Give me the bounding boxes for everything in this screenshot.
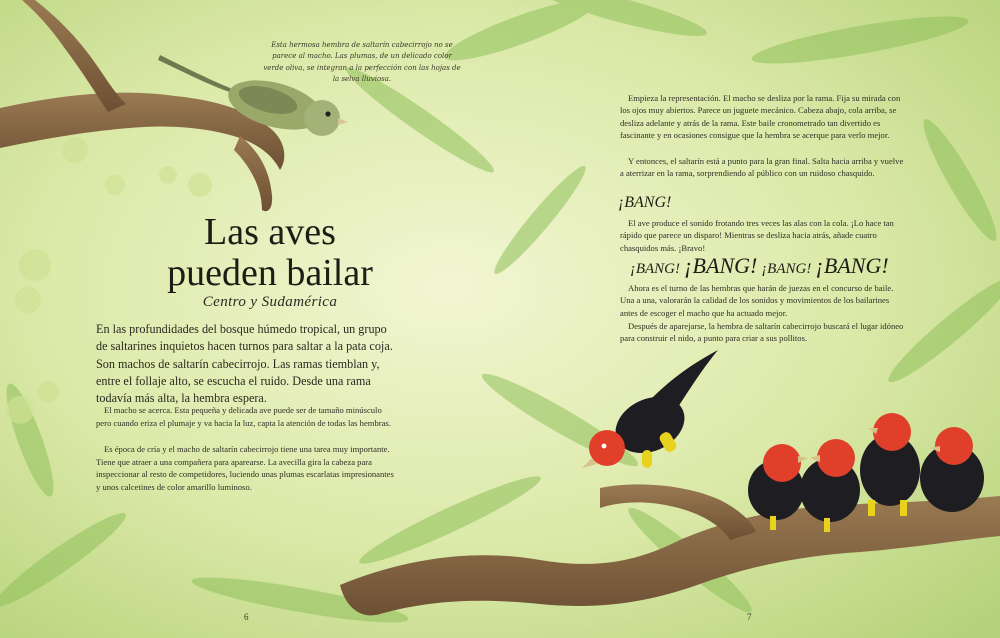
bang-sequence-item: ¡BANG! (630, 261, 680, 277)
bang-sequence-item: ¡BANG! (815, 253, 889, 278)
bang-sequence (630, 253, 889, 279)
chapter-title-line2: pueden bailar (167, 252, 373, 294)
chapter-title (120, 212, 420, 294)
intro-paragraph: En las profundidades del bosque húmedo tropical, un grupo de saltarines inquietos hacen turnos para saltar a la pata coja. Son machos de saltarín cabecirrojo. Las ramas tiemblan y, entre el follaje alto, se escucha el ruido. Desde una rama todavía más alta, la hembra espera. (96, 322, 393, 406)
bang-heading: ¡BANG! (618, 194, 672, 211)
left-body-paragraph-1 (96, 404, 396, 429)
right-body-paragraph-5-text: Después de aparejarse, la hembra de saltarín cabecirrojo buscará el lugar idóneo para construir el nido, a punto para criar a sus pollitos. (620, 321, 904, 344)
right-body-paragraph-3-text: El ave produce el sonido frotando tres veces las alas con la cola. ¡Lo hace tan rápido que parece un disparo! Mientras se desliza hacia atrás, añade cuatro chasquidos más. ¡Bravo! (620, 218, 894, 253)
left-body-paragraph-2-text: Es época de cría y el macho de saltarín cabecirrojo tiene una tarea muy importante. Tiene que atraer a una compañera para aparearse. La avecilla gira la cabeza para inspeccionar al resto de competidores, luciendo unas plumas escarlatas impresionantes y unos calcetines de color amarillo luminoso. (96, 444, 394, 492)
bang-sequence-item: ¡BANG! (684, 253, 758, 278)
right-body-paragraph-5 (620, 320, 905, 345)
page-number-left: 6 (244, 612, 249, 622)
female-bird-caption: Esta hermosa hembra de saltarín cabecirrojo no se parece al macho. Las plumas, de un delicado color verde oliva, se integran a la perfección con las hojas de la selva lluviosa. (263, 41, 461, 84)
right-body-paragraph-4 (620, 282, 905, 319)
right-body-paragraph-4-text: Ahora es el turno de las hembras que harán de juezas en el concurso de baile. Una a una, valorarán la calidad de los sonidos y movimientos de los bailarines antes de escoger el macho que ha actuado mejor. (620, 283, 894, 318)
right-body-paragraph-3 (620, 217, 905, 254)
right-body-paragraph-1 (620, 92, 905, 142)
right-body-paragraph-2 (620, 155, 905, 180)
right-body-paragraph-2-text: Y entonces, el saltarín está a punto para la gran final. Salta hacia arriba y vuelve a aterrizar en la rama, sorprendiendo al público con un ruidoso chasquido. (620, 156, 904, 179)
bang-sequence-item: ¡BANG! (761, 261, 812, 277)
left-body-paragraph-2 (96, 443, 396, 493)
left-body-paragraph-1-text: El macho se acerca. Esta pequeña y delicada ave puede ser de tamaño minúsculo pero cuando eriza el plumaje y va hacia la luz, capta la atención de todas las hembras. (96, 405, 391, 428)
page-number-right: 7 (747, 612, 752, 622)
right-body-paragraph-1-text: Empieza la representación. El macho se desliza por la rama. Fija su mirada con los ojos muy abiertos. Parece un juguete mecánico. Cabeza abajo, cola arriba, se desliza adelante y atrás de la rama. Este baile cronometrado tan divertido es fascinante y en ocasiones consigue que la hembra se acerque para verlo mejor. (620, 93, 901, 141)
chapter-title-line1: Las aves (204, 211, 336, 253)
chapter-subtitle: Centro y Sudamérica (202, 294, 338, 310)
